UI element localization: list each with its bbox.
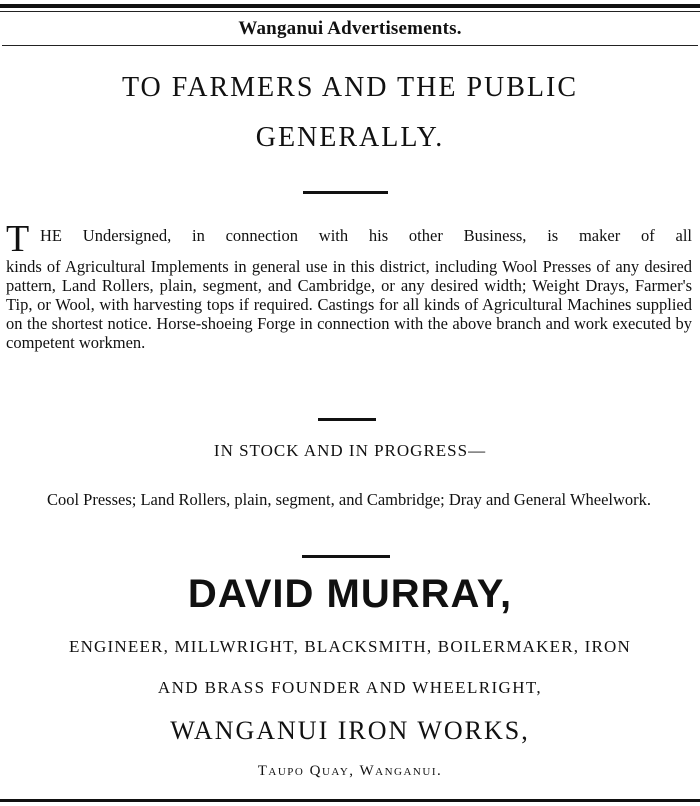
body-first-line-text: HE Undersigned, in connection with his other Business, is maker of all (40, 226, 692, 245)
trades-line-1: ENGINEER, MILLWRIGHT, BLACKSMITH, BOILERMAKER, IRON (68, 637, 632, 656)
trades-line-2: AND BRASS FOUNDER AND WHEELRIGHT, (157, 678, 543, 697)
headline-line-2: GENERALLY. (255, 122, 445, 153)
body-paragraph (6, 218, 692, 352)
stock-items: Cool Presses; Land Rollers, plain, segment, and Cambridge; Dray and General Wheelwork. (46, 490, 652, 509)
address: Taupo Quay, Wanganui. (257, 763, 443, 779)
headline-line-1: TO FARMERS AND THE PUBLIC (121, 72, 579, 103)
separator-rule-3 (302, 555, 390, 558)
body-continuation: kinds of Agricultural Implements in general use in this district, including Wool Presses of any desired pattern, Land Rollers, plain, segment, and Cambridge, or any desired width; Weight Drays, Farmer's Tip, or Wool, with harvesting tops if required. Castings for all kinds of Agricultural Machines supplied on the shortest notice. Horse-shoeing Forge in connection with the above branch and work executed by competent workmen. (6, 257, 692, 352)
advertiser-name: DAVID MURRAY, (187, 572, 513, 616)
top-thin-rule (0, 11, 700, 12)
top-heavy-rule (0, 4, 700, 8)
works-name: WANGANUI IRON WORKS, (170, 716, 530, 745)
section-header: Wanganui Advertisements. (238, 18, 462, 39)
body-first-line (6, 218, 692, 260)
bottom-rule (0, 799, 700, 802)
stock-heading: IN STOCK AND IN PROGRESS— (213, 441, 487, 460)
header-rule (2, 45, 698, 46)
separator-rule-2 (318, 418, 376, 421)
drop-cap: T (6, 218, 30, 260)
separator-rule-1 (303, 191, 388, 194)
